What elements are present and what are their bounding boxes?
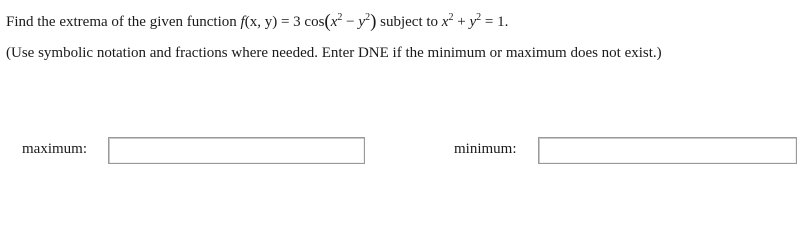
maximum-label: maximum: — [22, 141, 87, 157]
function-name: f — [240, 14, 245, 30]
minimum-input[interactable] — [538, 137, 797, 164]
instructions-text: (Use symbolic notation and fractions where needed. Enter DNE if the minimum or maximum does not exist.) — [6, 45, 662, 61]
constraint-text: subject to — [376, 14, 442, 30]
function-equals-cos: = 3 cos — [277, 14, 325, 30]
function-args: (x, y) — [244, 14, 278, 30]
question-prefix: Find the extrema of the given function — [6, 14, 241, 30]
constraint-expression: $x^2 + y^2 = 1$. — [441, 12, 509, 30]
function-expression: f(x, y) = 3 $\cos(x^2 - y^2)$ — [240, 11, 377, 32]
question-text — [6, 12, 508, 32]
minimum-label: minimum: — [454, 141, 517, 157]
maximum-input[interactable] — [108, 137, 365, 164]
